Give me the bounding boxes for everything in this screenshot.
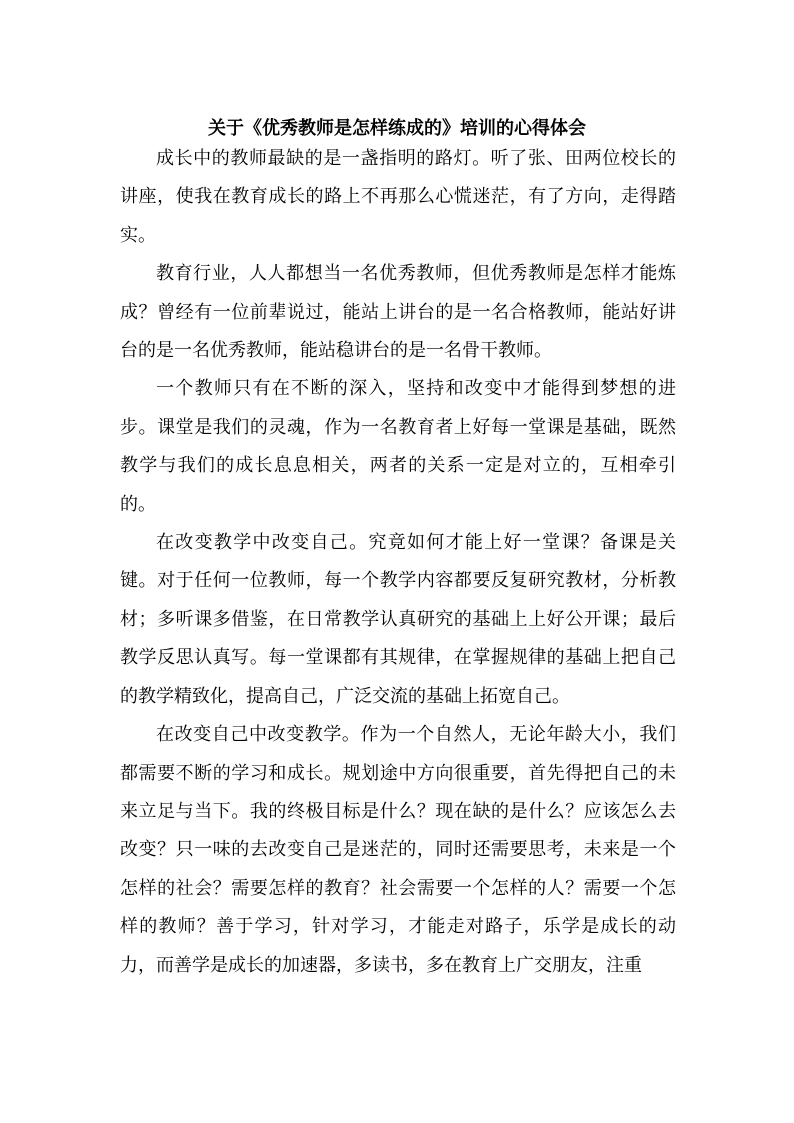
document-title: 关于《优秀教师是怎样练成的》培训的心得体会	[208, 118, 586, 140]
paragraph: 成长中的教师最缺的是一盏指明的路灯。听了张、田两位校长的讲座，使我在教育成长的路上不再那么心慌迷茫，有了方向，走得踏实。	[120, 148, 676, 246]
paragraph: 一个教师只有在不断的深入，坚持和改变中才能得到梦想的进步。课堂是我们的灵魂，作为一名教育者上好每一堂课是基础，既然教学与我们的成长息息相关，两者的关系一定是对立的，互相牵引的。	[120, 378, 676, 515]
paragraph: 教育行业，人人都想当一名优秀教师，但优秀教师是怎样才能炼成？曾经有一位前辈说过，能站上讲台的是一名合格教师，能站好讲台的是一名优秀教师，能站稳讲台的是一名骨干教师。	[120, 263, 676, 362]
paragraph: 在改变自己中改变教学。作为一个自然人，无论年龄大小，我们都需要不断的学习和成长。规划途中方向很重要，首先得把自己的未来立足与当下。我的终极目标是什么？现在缺的是什么？应该怎么去改变？只一味的去改变自己是迷茫的，同时还需要思考，未来是一个怎样的社会？需要怎样的教育？社会需要一个怎样的人？需要一个怎样的教师？善于学习，针对学习，才能走对路子，乐学是成长的动力，而善学是成长的加速器，多读书，多在教育上广交朋友，注重	[120, 724, 676, 976]
document-body	[120, 140, 676, 985]
paragraph: 在改变教学中改变自己。究竟如何才能上好一堂课？备课是关键。对于任何一位教师，每一个教学内容都要反复研究教材，分析教材；多听课多借鉴，在日常教学认真研究的基础上上好公开课；最后教学反思认真写。每一堂课都有其规律，在掌握规律的基础上把自己的教学精致化，提高自己，广泛交流的基础上拓宽自己。	[120, 532, 676, 707]
